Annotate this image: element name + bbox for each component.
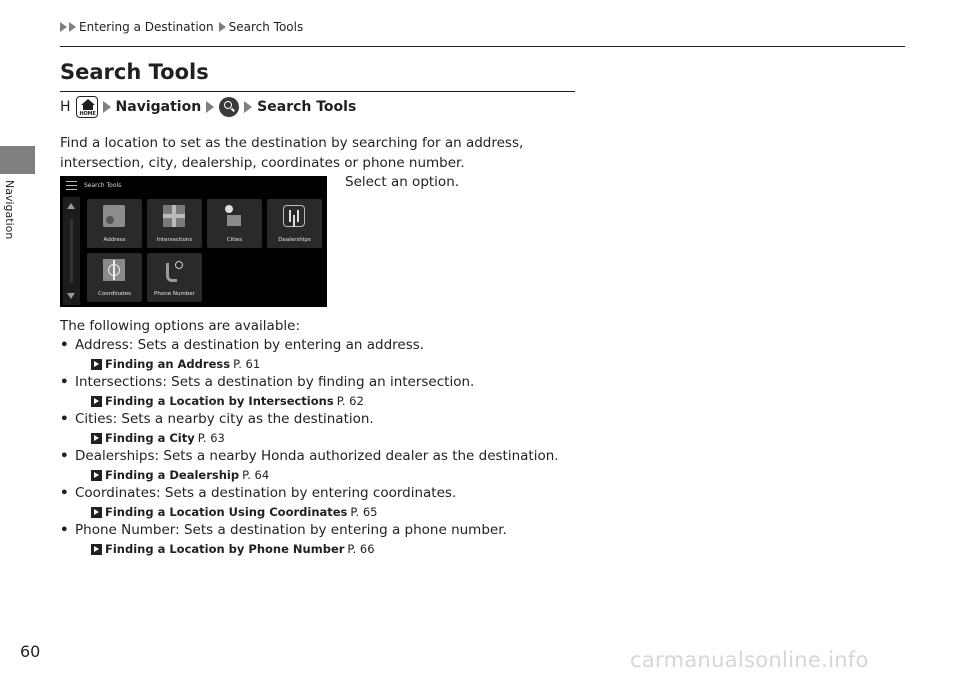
option-term: Intersections [75, 374, 163, 390]
option-item: • Address: Sets a destination by entering an address. [60, 337, 425, 353]
title-rule [60, 91, 575, 92]
tile-cities[interactable]: Cities [207, 199, 262, 248]
menu-icon[interactable] [66, 181, 77, 190]
cross-reference[interactable]: Finding a City P. 63 [91, 431, 225, 445]
reference-arrow-icon [91, 544, 102, 555]
city-icon [223, 205, 245, 227]
tile-coordinates[interactable]: Coordinates [87, 253, 142, 302]
scroll-up-icon[interactable] [67, 203, 75, 209]
screen-header [60, 176, 327, 196]
option-term: Address [75, 337, 129, 353]
nav-path-search-tools: Search Tools [257, 99, 357, 115]
path-arrow-icon [206, 101, 214, 113]
intro-paragraph: Find a location to set as the destination by searching for an address, intersection, city, dealership, coordinates or phone number. [60, 135, 524, 171]
cross-reference[interactable]: Finding a Location Using Coordinates P. 65 [91, 505, 378, 519]
option-item: • Intersections: Sets a destination by finding an intersection. [60, 374, 475, 390]
hold-h-icon: H [60, 99, 71, 115]
option-term: Dealerships [75, 448, 155, 464]
option-term: Phone Number [75, 522, 176, 538]
header-rule [60, 46, 905, 47]
option-term: Coordinates [75, 485, 157, 501]
cross-reference[interactable]: Finding a Dealership P. 64 [91, 468, 269, 482]
scrollbar[interactable] [63, 197, 80, 305]
cross-reference[interactable]: Finding an Address P. 61 [91, 357, 260, 371]
tile-phone-number[interactable]: Phone Number [147, 253, 202, 302]
section-tab [0, 146, 35, 174]
reference-arrow-icon [91, 507, 102, 518]
cross-reference[interactable]: Finding a Location by Phone Number P. 66 [91, 542, 375, 556]
watermark: carmanualsonline.info [630, 648, 869, 672]
options-intro: The following options are available: [60, 318, 301, 334]
option-item: • Coordinates: Sets a destination by entering coordinates. [60, 485, 457, 501]
search-icon [219, 97, 239, 117]
tile-intersections[interactable]: Intersections [147, 199, 202, 248]
phone-icon [163, 259, 185, 281]
breadcrumb-item[interactable]: Entering a Destination [79, 20, 214, 34]
page-number: 60 [20, 642, 41, 661]
crosshair-icon [103, 259, 125, 281]
screen-title: Search Tools [84, 182, 122, 189]
intersection-icon [163, 205, 185, 227]
path-arrow-icon [244, 101, 252, 113]
screen-caption: Select an option. [345, 174, 460, 190]
scroll-down-icon[interactable] [67, 293, 75, 299]
breadcrumb-arrow-icon [69, 22, 76, 32]
tile-dealerships[interactable]: Dealerships [267, 199, 322, 248]
path-arrow-icon [103, 101, 111, 113]
page-title: Search Tools [60, 60, 209, 84]
option-term: Cities [75, 411, 113, 427]
reference-arrow-icon [91, 433, 102, 444]
breadcrumb [60, 20, 303, 34]
reference-arrow-icon [91, 396, 102, 407]
nav-path [60, 96, 356, 118]
option-item: • Phone Number: Sets a destination by entering a phone number. [60, 522, 507, 538]
search-tools-screen [60, 176, 327, 307]
cross-reference[interactable]: Finding a Location by Intersections P. 62 [91, 394, 364, 408]
breadcrumb-arrow-icon [60, 22, 67, 32]
honda-logo-icon [283, 205, 305, 227]
tile-address[interactable]: Address [87, 199, 142, 248]
section-label: Navigation [3, 180, 16, 240]
reference-arrow-icon [91, 359, 102, 370]
breadcrumb-arrow-icon [219, 22, 226, 32]
nav-path-navigation: Navigation [115, 99, 202, 115]
address-icon [103, 205, 125, 227]
option-item: • Cities: Sets a nearby city as the destination. [60, 411, 374, 427]
home-button-icon: HOME [76, 96, 98, 118]
option-item: • Dealerships: Sets a nearby Honda authorized dealer as the destination. [60, 448, 559, 464]
breadcrumb-item[interactable]: Search Tools [228, 20, 304, 34]
scroll-track[interactable] [70, 219, 73, 283]
reference-arrow-icon [91, 470, 102, 481]
